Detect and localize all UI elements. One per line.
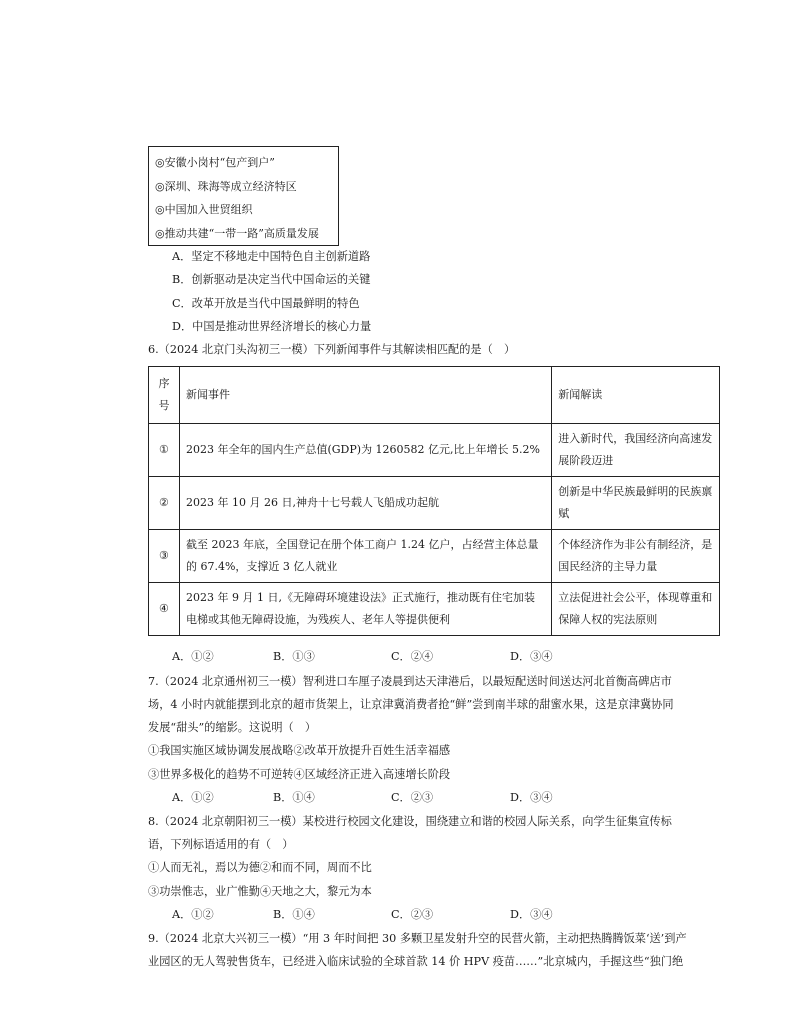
table-header-row: [149, 367, 720, 424]
q9-stem-line: 9.（2024 北京大兴初三一模）“用 3 年时间把 30 多颗卫星发射升空的民营火箭，主动把热腾腾饭菜‘送’到产: [148, 932, 687, 945]
q6-stem: 6.（2024 北京门头沟初三一模）下列新闻事件与其解读相匹配的是（ ）: [148, 343, 516, 356]
materials-box: [148, 146, 339, 246]
row-event: 2023 年全年的国内生产总值(GDP)为 1260582 亿元,比上年增长 5.2%: [179, 424, 551, 477]
news-table: [148, 366, 720, 636]
q7-stem-line: 场，4 小时内就能摆到北京的超市货架上，让京津冀消费者抢“鲜”尝到南半球的甜蜜水果，这是京津冀协同: [148, 698, 674, 711]
row-seq: ①: [149, 424, 180, 477]
row-event: 2023 年 10 月 26 日,神舟十七号载人飞船成功起航: [179, 477, 551, 530]
q7-statement: ③世界多极化的趋势不可逆转④区域经济正进入高速增长阶段: [148, 768, 451, 781]
choice-b: B．①④: [273, 908, 315, 921]
choice-c: C．②④: [391, 650, 434, 663]
table-row: [149, 424, 720, 477]
row-interpretation: 立法促进社会公平，体现尊重和保障人权的宪法原则: [552, 583, 720, 636]
choice-d: D．③④: [510, 650, 553, 663]
row-seq: ④: [149, 583, 180, 636]
q9-stem-line: 业园区的无人驾驶售货车，已经进入临床试验的全球首款 14 价 HPV 疫苗……”北京城内，手握这些“独门绝: [148, 955, 684, 968]
q8-stem-line: 8.（2024 北京朝阳初三一模）某校进行校园文化建设，围绕建立和谐的校园人际关系，向学生征集宣传标: [148, 815, 672, 828]
material-item: ◎安徽小岗村“包产到户”: [155, 156, 275, 169]
choice-d: D．③④: [510, 908, 553, 921]
choice-d: D．③④: [510, 791, 553, 804]
q7-statement: ①我国实施区域协调发展战略②改革开放提升百姓生活幸福感: [148, 744, 451, 757]
row-interpretation: 个体经济作为非公有制经济，是国民经济的主导力量: [552, 530, 720, 583]
choice-b: B．①③: [273, 650, 315, 663]
row-event: 截至 2023 年底，全国登记在册个体工商户 1.24 亿户，占经营主体总量的 67.4%，支撑近 3 亿人就业: [179, 530, 551, 583]
table-row: [149, 530, 720, 583]
q7-stem-line: 发展“甜头”的缩影。这说明（ ）: [148, 721, 317, 734]
material-item: ◎推动共建“一带一路”高质量发展: [155, 226, 319, 240]
choice-a: A．①②: [172, 791, 214, 804]
q5-option-d: D．中国是推动世界经济增长的核心力量: [172, 320, 372, 333]
row-event: 2023 年 9 月 1 日,《无障碍环境建设法》正式施行，推动既有住宅加装电梯或其他无障碍设施，为残疾人、老年人等提供便利: [179, 583, 551, 636]
q5-option-c: C．改革开放是当代中国最鲜明的特色: [172, 297, 360, 310]
choice-a: A．①②: [172, 650, 214, 663]
q5-option-b: B．创新驱动是决定当代中国命运的关键: [172, 273, 371, 286]
header-event: 新闻事件: [179, 367, 551, 424]
choice-b: B．①④: [273, 791, 315, 804]
q8-statement: ①人而无礼，焉以为德②和而不同，周而不比: [148, 861, 372, 874]
material-item: ◎深圳、珠海等成立经济特区: [155, 179, 297, 193]
q7-stem-line: 7.（2024 北京通州初三一模）智利进口车厘子凌晨到达天津港后，以最短配送时间送达河北首衡高碑店市: [148, 675, 672, 688]
choice-c: C．②③: [391, 908, 434, 921]
material-item: ◎中国加入世贸组织: [155, 203, 253, 216]
choice-c: C．②③: [391, 791, 434, 804]
row-seq: ②: [149, 477, 180, 530]
row-seq: ③: [149, 530, 180, 583]
row-interpretation: 创新是中华民族最鲜明的民族禀赋: [552, 477, 720, 530]
row-interpretation: 进入新时代，我国经济向高速发展阶段迈进: [552, 424, 720, 477]
q8-statement: ③功崇惟志，业广惟勤④天地之大，黎元为本: [148, 885, 372, 898]
q5-option-a: A．坚定不移地走中国特色自主创新道路: [172, 250, 371, 263]
header-seq: 序号: [149, 367, 180, 424]
header-interpretation: 新闻解读: [552, 367, 720, 424]
q8-stem-line: 语，下列标语适用的有（ ）: [148, 838, 294, 851]
choice-a: A．①②: [172, 908, 214, 921]
table-row: [149, 477, 720, 530]
table-row: [149, 583, 720, 636]
